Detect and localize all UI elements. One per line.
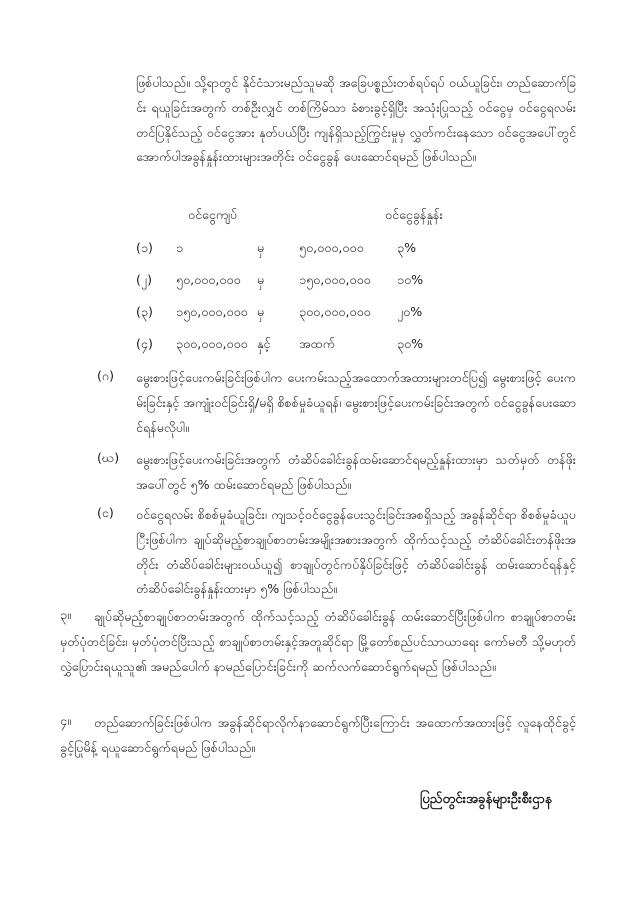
rate-table-row [0, 304, 638, 328]
rate-row-from: ၁၅၀,၀၀၀,၀၀၀ [176, 304, 248, 319]
rate-row-connector: မှ [257, 272, 265, 287]
rate-row-to: အထက် [299, 336, 336, 351]
main-item-text: ချုပ်ဆိုမည့်စာချုပ်စာတမ်းအတွက် ထိုက်သင့်သည့် တံဆိပ်ခေါင်းခွန် ထမ်းဆောင်ပြီးဖြစ်ပါက စာချုပ်စာတမ်းမှတ်ပုံတင်ခြင်း၊ မှတ်ပုံတင်ပြီးသည့် စာချုပ်စာတမ်းနှင့်အတူဆိုင်ရာ မြို့တော်စည်ပင်သာယာရေး ကော်မတီ သို့မဟုတ် လွှဲပြောင်းရယူသူ၏ အမည်ပေါက် နာမည်ပြောင်းခြင်းကို ဆက်လက်ဆောင်ရွက်ရမည် ဖြစ်ပါသည်။ [60, 609, 576, 674]
rate-row-number: (၁) [136, 240, 153, 255]
main-item-number: ၃။ [60, 607, 71, 622]
sub-item-text: ဝင်ငွေရလမ်း စိစစ်မှုခံယူခြင်း၊ ကျသင့်ဝင်ငွေခွန်ပေးသွင်းခြင်းအစရှိသည့် အခွန်ဆိုင်ရာ စိစစ်မှုခံယူပြီးဖြစ်ပါက ချုပ်ဆိုမည့်စာချုပ်စာတမ်းအမျိုးအစားအတွက် ထိုက်သင့်သည့် တံဆိပ်ခေါင်းတန်ဖိုးအတိုင်း တံဆိပ်ခေါင်းများဝယ်ယူ၍ စာချုပ်တွင်ကပ်နှိပ်ခြင်းဖြင့် တံဆိပ်ခေါင်းခွန် ထမ်းဆောင်ရန်နှင့် တံဆိပ်ခေါင်းခွန်နှုန်းထားမှာ ၅% ဖြစ်ပါသည်။ [136, 507, 576, 597]
rate-table-row [0, 336, 638, 360]
rate-table-row [0, 272, 638, 296]
rate-row-from: ၁ [176, 240, 184, 255]
rate-table-header-income: ဝင်ငွေကျပ် [188, 207, 237, 222]
sub-item-number: (ဂ) [97, 368, 115, 383]
rate-row-to: ၁၅၀,၀၀၀,၀၀၀ [299, 272, 371, 287]
issuing-department-signature: ပြည်တွင်းအခွန်များဦးစီးဌာန [420, 792, 552, 807]
rate-row-connector: မှ [257, 240, 265, 255]
rate-row-rate: ၃% [397, 240, 417, 255]
rate-row-rate: ၂၀% [397, 304, 423, 319]
rate-row-connector: နှင့် [257, 336, 271, 351]
main-item-number: ၄။ [60, 713, 71, 728]
main-item-text: တည်ဆောက်ခြင်းဖြစ်ပါက အခွန်ဆိုင်ရာလိုက်နာဆောင်ရွက်ပြီးကြောင်း အထောက်အထားဖြင့် လူနေထိုင်ခွင့် ခွင့်ပြုမိန့် ရယူဆောင်ရွက်ရမည် ဖြစ်ပါသည်။ [60, 715, 576, 755]
rate-row-connector: မှ [257, 304, 265, 319]
rate-row-number: (၃) [136, 304, 153, 319]
rate-row-from: ၅၀,၀၀၀,၀၀၀ [176, 272, 241, 287]
rate-row-from: ၃၀၀,၀၀၀,၀၀၀ [176, 336, 248, 351]
rate-row-to: ၅၀,၀၀၀,၀၀၀ [299, 240, 364, 255]
rate-row-number: (၂) [136, 272, 153, 287]
sub-item-number: (င) [97, 505, 114, 520]
rate-row-rate: ၃၀% [397, 336, 424, 351]
rate-row-to: ၃၀၀,၀၀၀,၀၀၀ [299, 304, 371, 319]
sub-item-text: မွေးစားဖြင့်ပေးကမ်းခြင်းအတွက် တံဆိပ်ခေါင်းခွန်ထမ်းဆောင်ရမည့်နှုန်းထားမှာ သတ်မှတ် တန်ဖိုး အပေါ်တွင် ၅% ထမ်းဆောင်ရမည် ဖြစ်ပါသည်။ [136, 452, 576, 492]
rate-row-number: (၄) [136, 336, 153, 351]
rate-table-row [0, 240, 638, 264]
sub-item-text: မွေးစားဖြင့်ပေးကမ်းခြင်းဖြစ်ပါက ပေးကမ်းသည့်အထောက်အထားများတင်ပြ၍ မွေးစားဖြင့် ပေးကမ်းခြင်းနှင့် အကျုံးဝင်ခြင်းရှိ/မရှိ စိစစ်မှုခံယူရန်၊ မွေးစားဖြင့်ပေးကမ်းခြင်းအတွက် ဝင်ငွေခွန်ပေးဆောင်ရန်မလိုပါ။ [136, 370, 576, 435]
rate-row-rate: ၁၀% [397, 272, 424, 287]
intro-paragraph: ဖြစ်ပါသည်။ သို့ရာတွင် နိုင်ငံသားမည်သူမဆို အခြေပစ္စည်းတစ်ရပ်ရပ် ဝယ်ယူခြင်း၊ တည်ဆောက်ခြင်း ရယူခြင်းအတွက် တစ်ဦးလျှင် တစ်ကြိမ်သာ ခံစားခွင့်ရှိပြီး အသုံးပြုသည့် ဝင်ငွေမှ ဝင်ငွေရလမ်း တင်ပြနိုင်သည့် ဝင်ငွေအား နုတ်ပယ်ပြီး ကျန်ရှိသည့်ကြွင်းမှုမှ လွှတ်ကင်းနေသော ဝင်ငွေအပေါ်တွင် အောက်ပါအခွန်နှုန်းထားများအတိုင်း ဝင်ငွေခွန် ပေးဆောင်ရမည် ဖြစ်ပါသည်။ [136, 75, 576, 165]
sub-item-number: (ဃ) [97, 450, 120, 465]
rate-table-header-rate: ဝင်ငွေခွန်နှုန်း [385, 207, 443, 222]
